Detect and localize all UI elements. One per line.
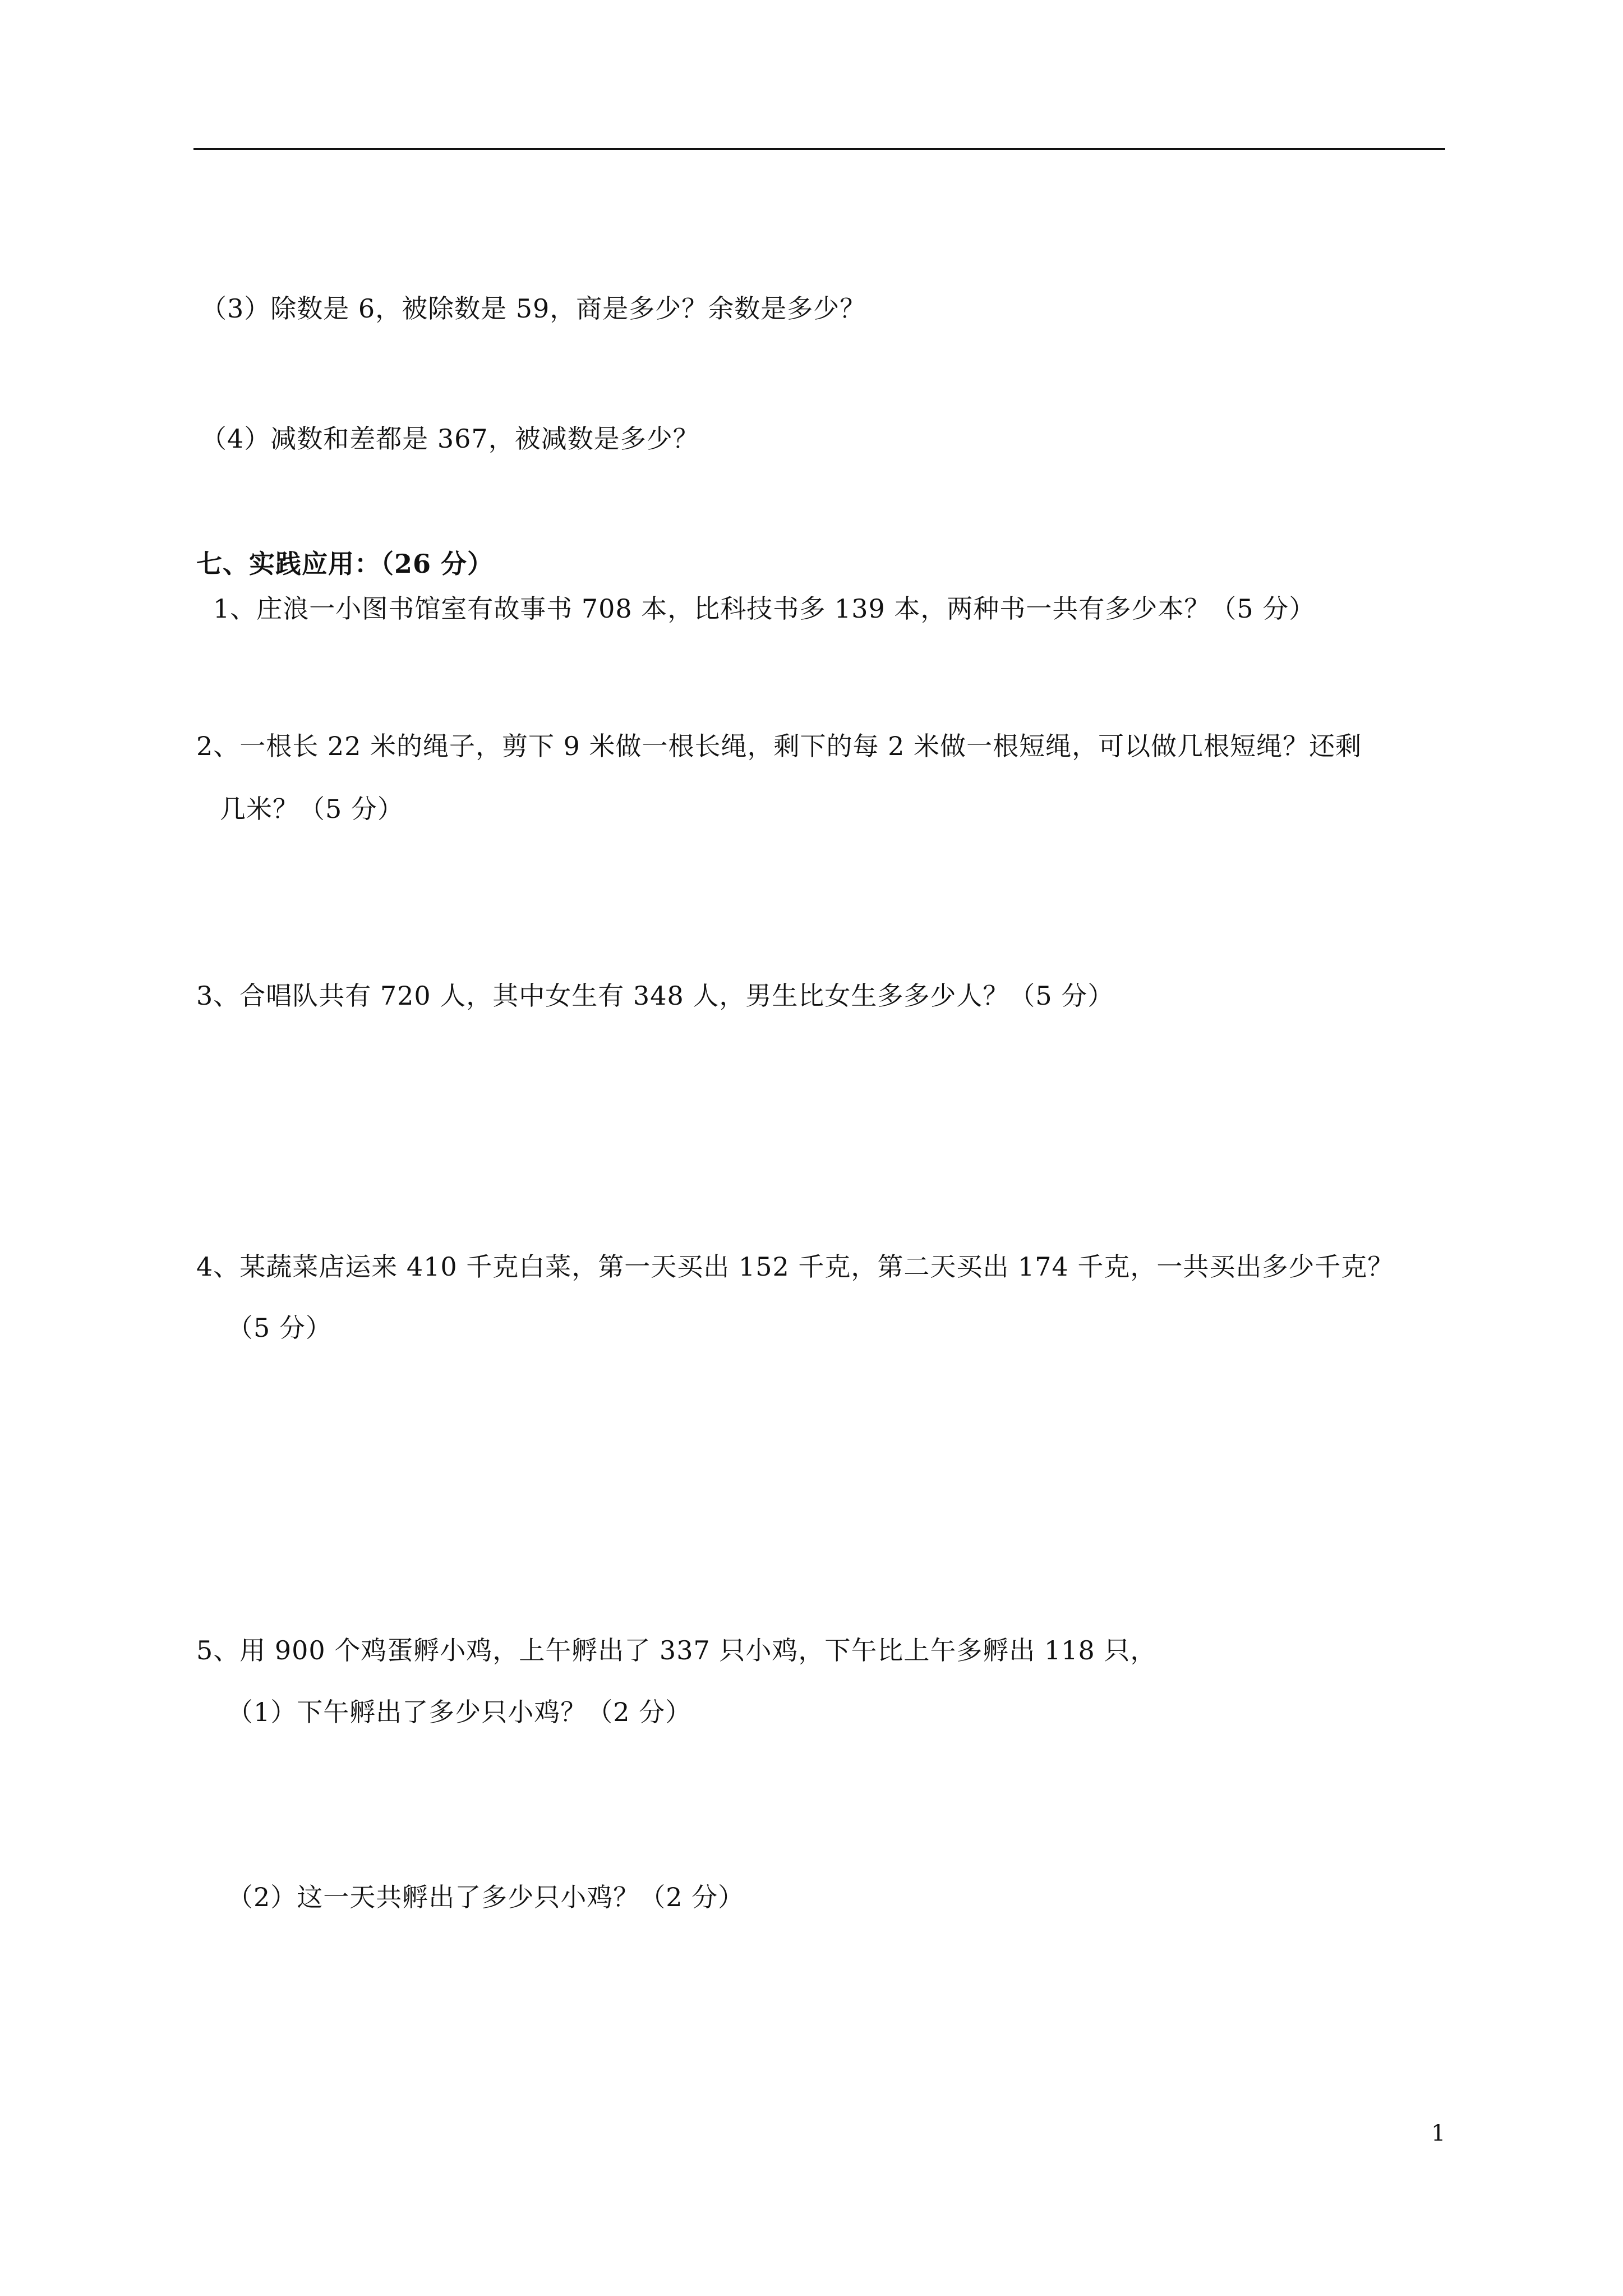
problem-1: 1、庄浪一小图书馆室有故事书 708 本，比科技书多 139 本，两种书一共有多少本？（5 分） xyxy=(213,593,1316,624)
sub-question-3: （3）除数是 6，被除数是 59，商是多少？余数是多少？ xyxy=(201,293,866,324)
problem-5-stem: 5、用 900 个鸡蛋孵小鸡，上午孵出了 337 只小鸡，下午比上午多孵出 118 只， xyxy=(196,1635,1157,1665)
problem-5-sub-2: （2）这一天共孵出了多少只小鸡？（2 分） xyxy=(227,1882,745,1912)
page-number: 1 xyxy=(1431,2120,1446,2146)
problem-2-line-2: 几米？（5 分） xyxy=(220,794,404,824)
problem-2-line-1: 2、一根长 22 米的绳子，剪下 9 米做一根长绳，剩下的每 2 米做一根短绳，可以做几根短绳？还剩 xyxy=(196,731,1362,761)
problem-5-sub-1: （1）下午孵出了多少只小鸡？（2 分） xyxy=(227,1697,692,1727)
header-rule xyxy=(193,148,1445,150)
problem-4-line-1: 4、某蔬菜店运来 410 千克白菜，第一天买出 152 千克，第二天买出 174 千克，一共买出多少千克？ xyxy=(196,1251,1394,1282)
problem-3: 3、合唱队共有 720 人，其中女生有 348 人，男生比女生多多少人？（5 分） xyxy=(196,981,1114,1011)
section-title: 七、实践应用：（26 分） xyxy=(196,549,494,579)
problem-4-line-2: （5 分） xyxy=(227,1313,332,1343)
sub-question-4: （4）减数和差都是 367，被减数是多少？ xyxy=(201,424,699,454)
